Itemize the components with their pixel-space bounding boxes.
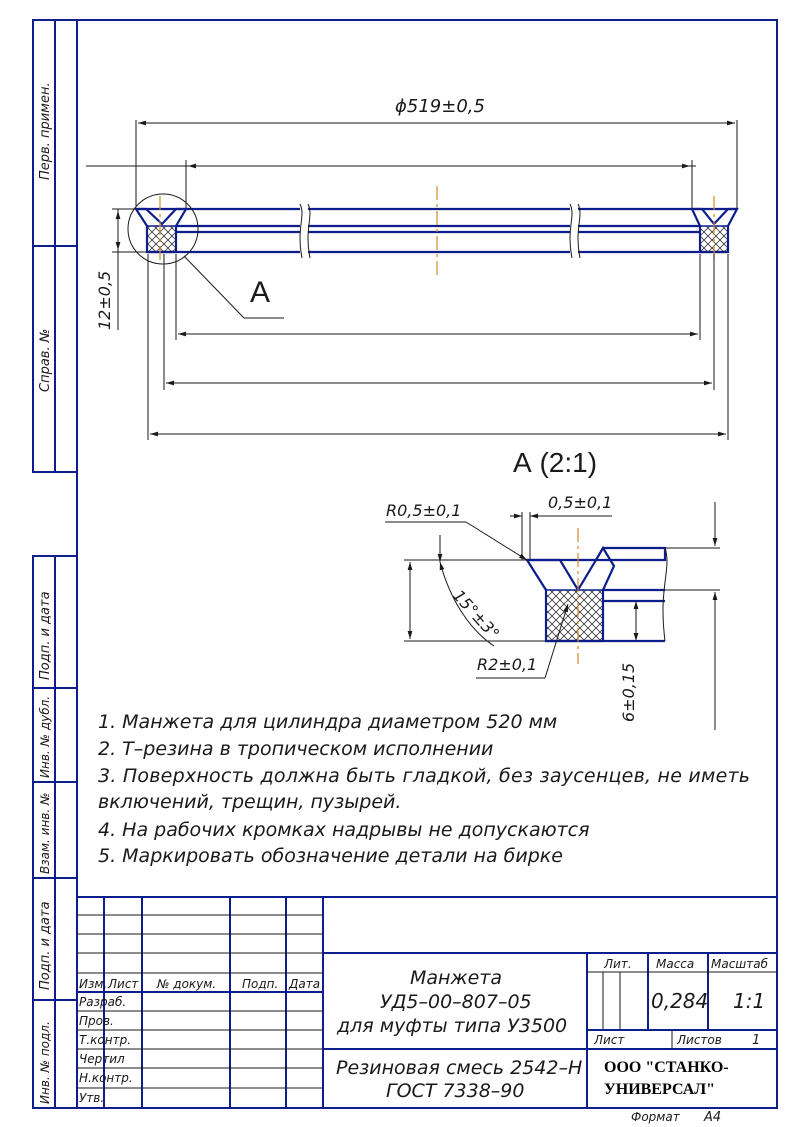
header-list: Лист xyxy=(108,977,139,991)
header-podp: Подп. xyxy=(242,977,279,991)
part-name-title: Манжета xyxy=(410,967,502,989)
mass-label: Масса xyxy=(656,957,695,971)
dim-angle-label: 15°±3° xyxy=(449,585,504,644)
technical-notes xyxy=(98,711,750,867)
sheets-value: 1 xyxy=(752,1033,761,1048)
lit-label: Лит. xyxy=(604,957,632,971)
dim-radius-top-label: R0,5±0,1 xyxy=(386,501,462,520)
sheets-label: Листов xyxy=(677,1033,722,1047)
dim-width-label: 6±0,15 xyxy=(619,662,638,722)
company-line-2: УНИВЕРСАЛ" xyxy=(604,1081,716,1098)
part-name-purpose: для муфты типа У3500 xyxy=(337,1015,568,1037)
view-callout-label: А xyxy=(250,276,271,309)
role-nkontr: Н.контр. xyxy=(79,1071,133,1085)
note-3: 3. Поверхность должна быть гладкой, без заусенцев, не иметь xyxy=(98,765,750,787)
side-label-vzam-inv: Взам. инв. № xyxy=(38,792,52,874)
scale-label: Масштаб xyxy=(711,957,769,971)
sheet-label: Лист xyxy=(594,1033,625,1047)
note-4: 4. На рабочих кромках надрывы не допускаются xyxy=(98,819,590,841)
note-1: 1. Манжета для цилиндра диаметром 520 мм xyxy=(98,711,558,733)
note-2: 2. Т–резина в тропическом исполнении xyxy=(98,738,494,760)
mass-value: 0,284 xyxy=(651,989,709,1013)
detail-title: А (2:1) xyxy=(513,447,598,478)
dim-height-label: 12±0,5 xyxy=(95,270,114,330)
role-chertil: Чертил xyxy=(79,1052,125,1066)
format-label: Формат xyxy=(631,1110,680,1124)
sheet-frame xyxy=(77,20,777,1108)
scale-value: 1:1 xyxy=(733,989,766,1013)
side-label-inv-podl: Инв. № подл. xyxy=(38,1021,52,1104)
side-strip xyxy=(33,20,77,1108)
header-izm: Изм. xyxy=(79,977,108,991)
side-label-inv-dubl: Инв. № дубл. xyxy=(38,695,52,778)
side-label-perv-primen: Перв. примен. xyxy=(38,82,53,180)
header-data: Дата xyxy=(289,977,321,991)
side-label-sprav-no: Справ. № xyxy=(38,328,53,392)
main-view xyxy=(86,96,737,440)
dim-gap-label: 0,5±0,1 xyxy=(548,493,613,512)
material-gost: ГОСТ 7338–90 xyxy=(386,1080,525,1102)
note-5: 5. Маркировать обозначение детали на бирке xyxy=(98,845,563,867)
side-label-podp-data-2: Подп. и дата xyxy=(38,901,53,990)
format-value: А4 xyxy=(704,1110,722,1125)
header-no-dokum: № докум. xyxy=(157,977,217,991)
part-name-code: УД5–00–807–05 xyxy=(380,991,532,1013)
company-line-1: ООО "СТАНКО- xyxy=(604,1059,729,1076)
role-prov: Пров. xyxy=(79,1014,114,1028)
title-block xyxy=(77,897,777,1125)
dim-radius-bottom-label: R2±0,1 xyxy=(477,655,538,674)
side-label-podp-data-1: Подп. и дата xyxy=(38,591,53,680)
role-utv: Утв. xyxy=(79,1091,105,1105)
note-3-cont: включений, трещин, пузырей. xyxy=(98,791,402,813)
role-razrab: Разраб. xyxy=(79,995,127,1009)
material-name: Резиновая смесь 2542–Н xyxy=(336,1057,583,1079)
detail-view xyxy=(385,447,720,730)
dim-diameter-label: ϕ519±0,5 xyxy=(395,96,485,117)
role-tkontr: Т.контр. xyxy=(79,1033,132,1047)
